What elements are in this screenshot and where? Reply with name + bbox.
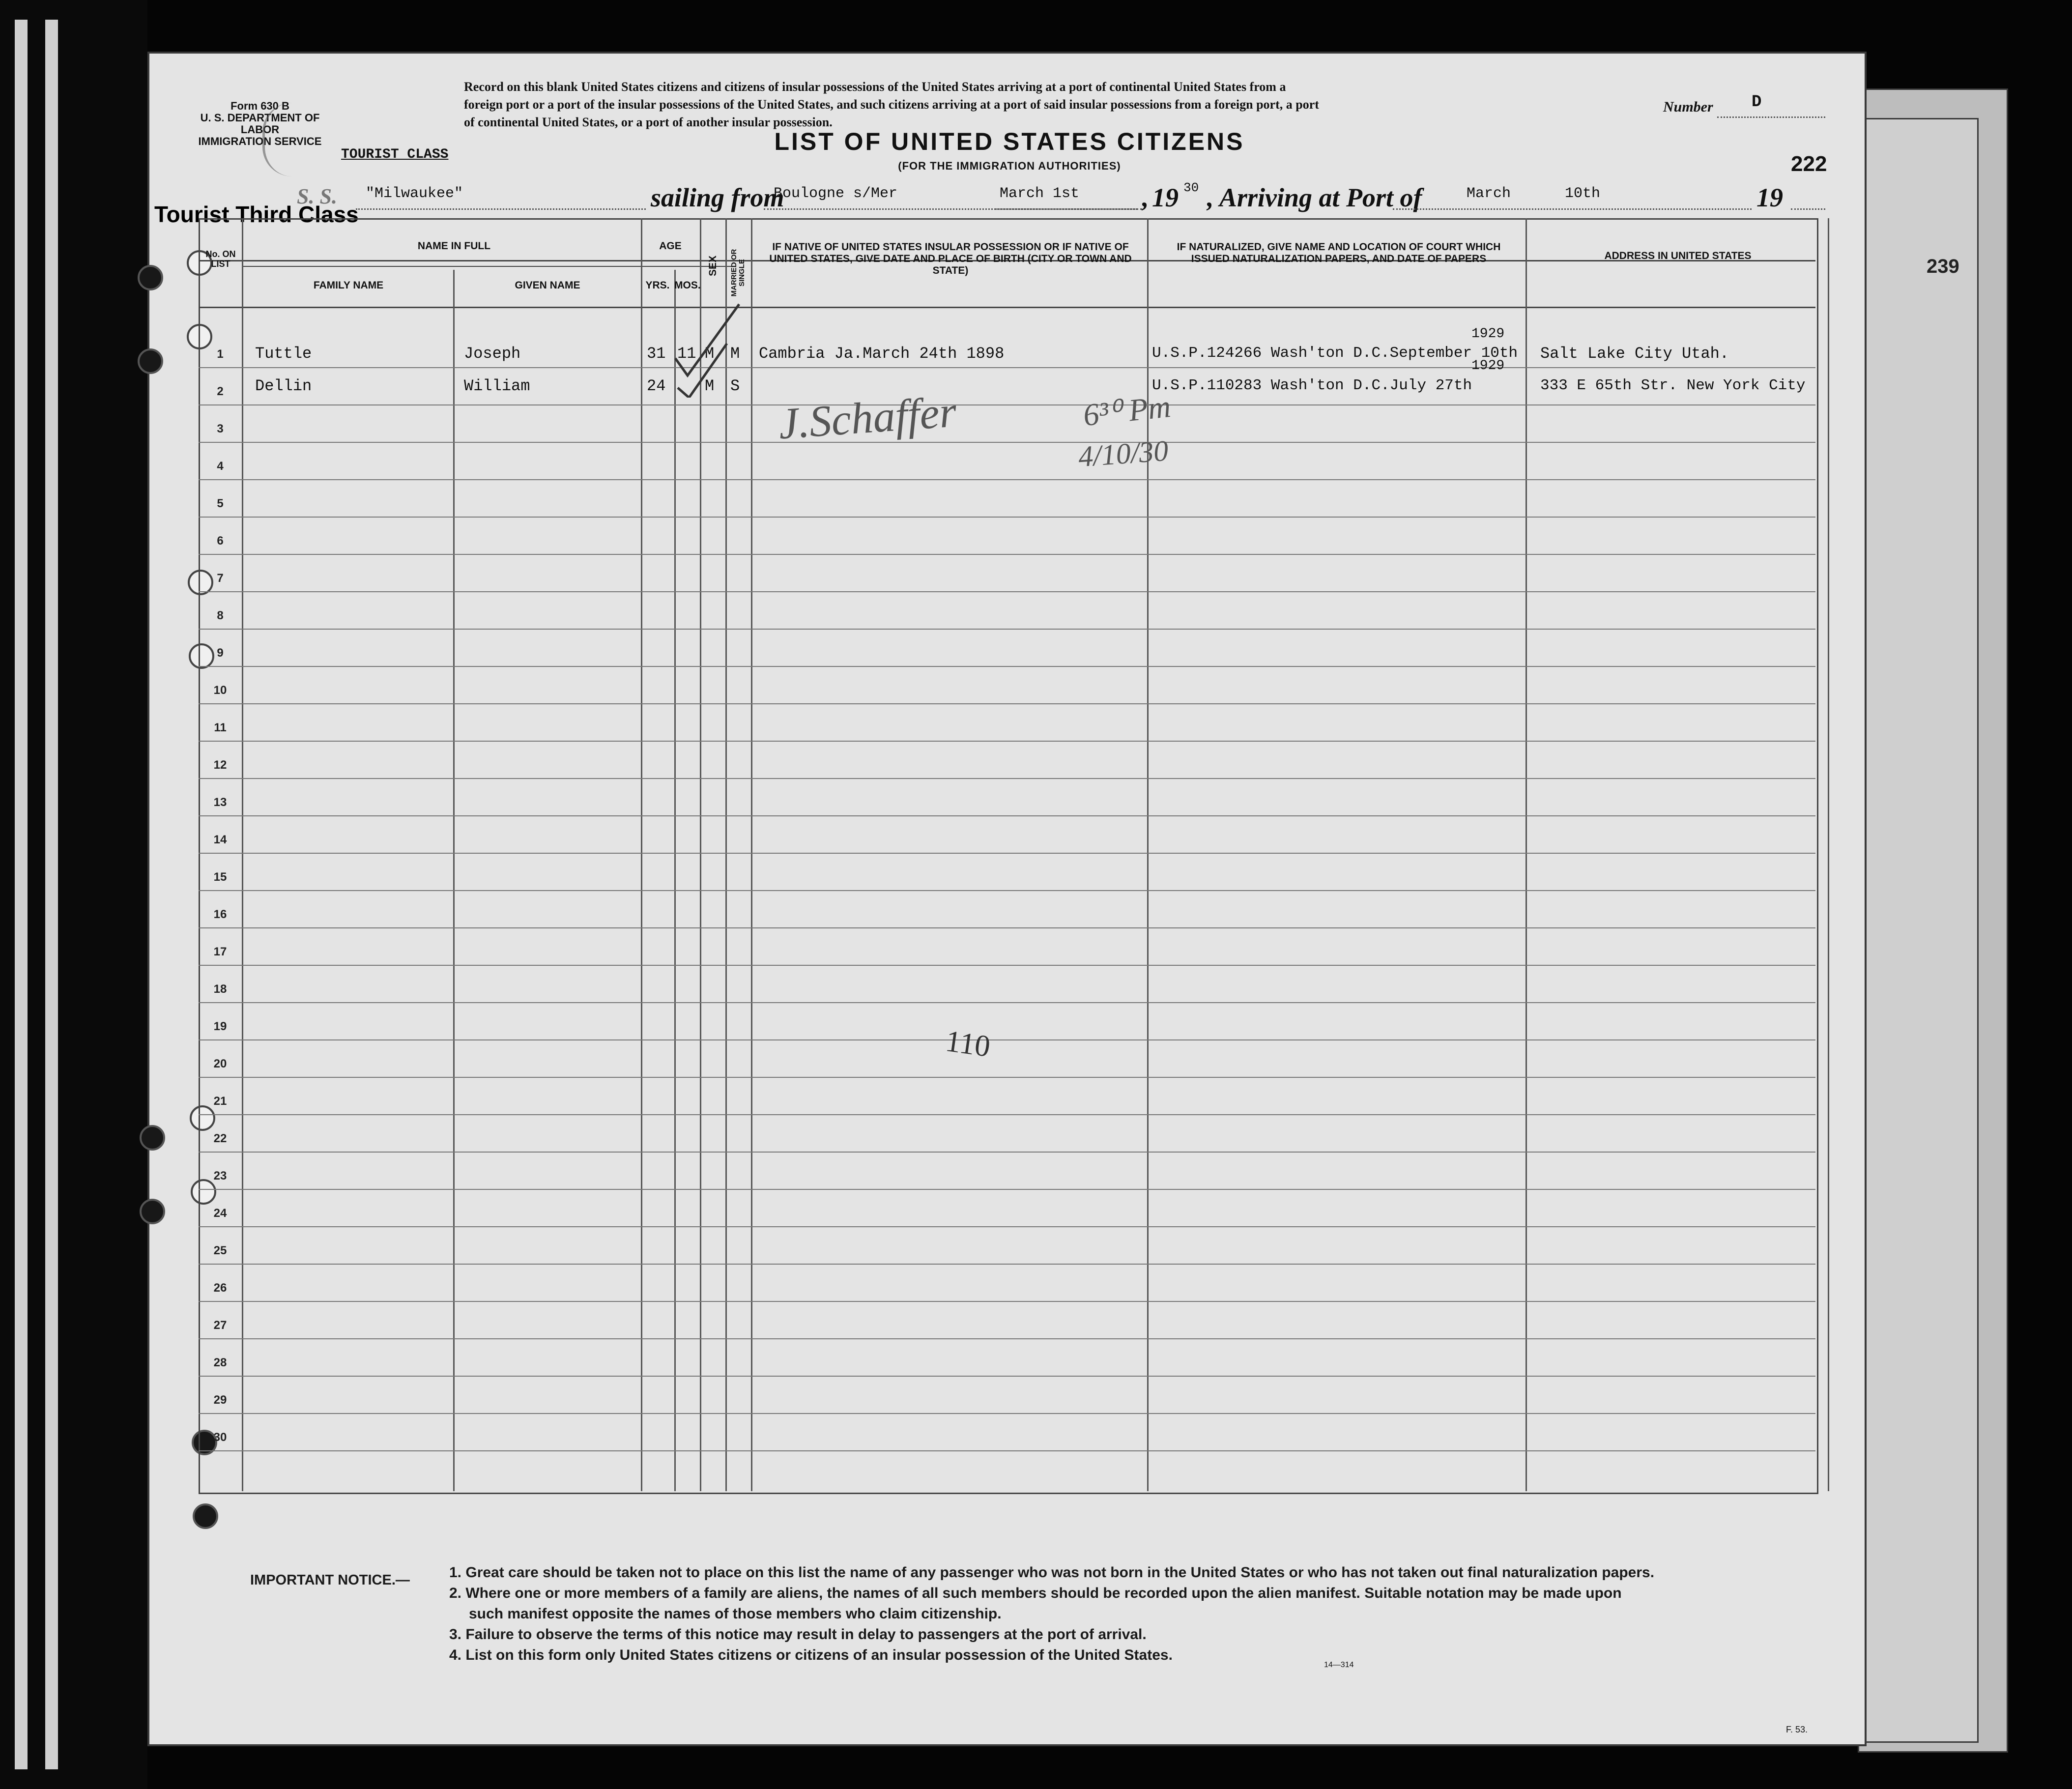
manifest-table bbox=[199, 218, 1818, 1494]
year-line bbox=[1791, 208, 1825, 210]
row-number: 11 bbox=[214, 721, 227, 734]
col-divider bbox=[1525, 218, 1527, 1491]
p1-marital: M bbox=[730, 345, 740, 363]
col-divider bbox=[453, 270, 455, 1491]
row-rule bbox=[199, 1077, 1815, 1078]
row-number: 27 bbox=[213, 1319, 227, 1332]
row-number: 12 bbox=[213, 758, 227, 772]
row-rule bbox=[199, 965, 1815, 966]
col-divider bbox=[674, 270, 676, 1491]
footer-code: F. 53. bbox=[1786, 1725, 1808, 1734]
col-married-single: MARRIED OR SINGLE bbox=[730, 249, 746, 297]
binder-spine bbox=[0, 0, 147, 1789]
year-prefix: 19 bbox=[1152, 183, 1179, 212]
age-subheader-rule bbox=[641, 266, 734, 267]
p1-naturalization-year: 1929 bbox=[1471, 326, 1505, 342]
year-prefix-2: 19 bbox=[1756, 183, 1783, 212]
p1-naturalization: U.S.P.124266 Wash'ton D.C.September 10th bbox=[1152, 345, 1518, 362]
punch-hole bbox=[140, 1125, 165, 1151]
row-number: 10 bbox=[213, 684, 227, 697]
row-number: 3 bbox=[217, 422, 224, 435]
arrival-month: March bbox=[1467, 185, 1511, 202]
ss-label: S. S. bbox=[297, 184, 337, 208]
notice-item-3: 3. Failure to observe the terms of this notice may result in delay to passengers at the port of arrival. bbox=[449, 1626, 1147, 1643]
col-divider bbox=[641, 218, 642, 1491]
row-number: 29 bbox=[213, 1393, 227, 1407]
record-line-2: foreign port or a port of the insular possessions of the United States, and such citizens arriving at a port of said insular possessions from a foreign port, a port bbox=[464, 97, 1319, 112]
checkmarks bbox=[670, 285, 759, 398]
row-rule bbox=[199, 1226, 1815, 1227]
p2-marital: S bbox=[730, 377, 740, 395]
back-page-edge bbox=[1848, 118, 1979, 1743]
row-number: 14 bbox=[213, 833, 227, 846]
col-naturalization: IF NATURALIZED, GIVE NAME AND LOCATION OF COURT WHICH ISSUED NATURALIZATION PAPERS, AND DATE OF PAPERS bbox=[1177, 241, 1501, 264]
punch-hole bbox=[193, 1503, 218, 1529]
handwritten-number: 110 bbox=[943, 1024, 993, 1064]
row-number: 28 bbox=[213, 1356, 227, 1369]
row-rule bbox=[199, 1450, 1815, 1451]
row-number: 6 bbox=[217, 534, 224, 548]
row-number: 20 bbox=[213, 1057, 227, 1070]
row-rule bbox=[199, 554, 1815, 555]
p1-given-name: Joseph bbox=[464, 345, 521, 363]
row-rule bbox=[199, 1114, 1815, 1115]
binder-strip bbox=[15, 20, 28, 1769]
arrival-line bbox=[1393, 208, 1752, 210]
col-sex: SEX bbox=[707, 255, 719, 277]
col-given-name: GIVEN NAME bbox=[515, 280, 580, 291]
row-rule bbox=[199, 479, 1815, 480]
page-subtitle: (FOR THE IMMIGRATION AUTHORITIES) bbox=[898, 160, 1121, 172]
sailing-from-label: sailing from bbox=[651, 183, 784, 212]
row-rule bbox=[199, 1301, 1815, 1302]
handwritten-time: 6³⁰ Pm bbox=[1081, 388, 1173, 433]
col-divider bbox=[725, 218, 727, 1491]
col-months: MOS. bbox=[674, 280, 701, 291]
row-rule bbox=[199, 1376, 1815, 1377]
p2-given-name: William bbox=[464, 377, 530, 395]
row-number: 22 bbox=[213, 1132, 227, 1145]
row-number: 24 bbox=[213, 1207, 227, 1220]
p1-family-name: Tuttle bbox=[255, 345, 312, 363]
notice-item-2-cont: such manifest opposite the names of those members who claim citizenship. bbox=[469, 1606, 1002, 1622]
punch-hole bbox=[140, 1199, 165, 1224]
p2-address: 333 E 65th Str. New York City bbox=[1540, 377, 1806, 394]
notice-body bbox=[449, 1562, 1855, 1666]
col-address: ADDRESS IN UNITED STATES bbox=[1604, 250, 1752, 261]
handwritten-scribble bbox=[262, 103, 344, 176]
row-rule bbox=[199, 890, 1815, 891]
row-rule bbox=[199, 1152, 1815, 1153]
arrival-day: 10th bbox=[1565, 185, 1601, 202]
handwritten-signature: J.Schaffer bbox=[777, 387, 958, 449]
sailing-from-port: Boulogne s/Mer bbox=[774, 185, 898, 202]
record-line-1: Record on this blank United States citizens and citizens of insular possessions of the United States arriving at a port of continental United States from a bbox=[464, 80, 1286, 94]
row-number: 7 bbox=[217, 572, 224, 585]
row-number: 13 bbox=[213, 796, 227, 809]
row-rule bbox=[199, 1264, 1815, 1265]
row-number: 18 bbox=[213, 982, 227, 996]
handwritten-date: 4/10/30 bbox=[1077, 434, 1170, 473]
row-number: 21 bbox=[213, 1095, 227, 1108]
col-family-name: FAMILY NAME bbox=[313, 280, 384, 291]
row-rule bbox=[199, 703, 1815, 704]
col-name-in-full: NAME IN FULL bbox=[417, 240, 491, 252]
p1-years: 31 bbox=[647, 345, 666, 363]
notice-item-1: 1. Great care should be taken not to place on this list the name of any passenger who was not born in the United States or who has not taken out final naturalization papers. bbox=[449, 1564, 1655, 1581]
row-rule bbox=[199, 927, 1815, 928]
number-line bbox=[1717, 116, 1825, 118]
ship-name: "Milwaukee" bbox=[366, 185, 463, 202]
col-divider bbox=[700, 218, 701, 1491]
row-rule bbox=[199, 666, 1815, 667]
row-rule bbox=[199, 517, 1815, 518]
manifest-page bbox=[147, 52, 1867, 1746]
form-number: Form 630 B bbox=[230, 100, 289, 112]
col-no-on-list: No. ON LIST bbox=[205, 249, 236, 269]
row-rule bbox=[199, 442, 1815, 443]
col-divider bbox=[1828, 218, 1829, 1491]
row-rule bbox=[199, 1413, 1815, 1414]
row-rule bbox=[199, 778, 1815, 779]
col-years: YRS. bbox=[645, 280, 670, 291]
row-rule bbox=[199, 853, 1815, 854]
p1-months: 11 bbox=[677, 345, 696, 363]
page-title: LIST OF UNITED STATES CITIZENS bbox=[774, 128, 1245, 155]
form-code: 14—314 bbox=[1324, 1661, 1354, 1669]
row-number: 1 bbox=[217, 347, 224, 361]
col-divider bbox=[242, 218, 243, 1491]
number-value: D bbox=[1752, 93, 1762, 112]
row-rule bbox=[199, 815, 1815, 816]
row-number: 25 bbox=[213, 1244, 227, 1257]
p1-birth: Cambria Ja.March 24th 1898 bbox=[759, 345, 1005, 363]
year-suffix: 30 bbox=[1183, 180, 1199, 195]
row-number: 23 bbox=[213, 1169, 227, 1183]
p2-family-name: Dellin bbox=[255, 377, 312, 395]
col-birth: IF NATIVE OF UNITED STATES INSULAR POSSESSION OR IF NATIVE OF UNITED STATES, GIVE DATE AND PLACE OF BIRTH (CITY OR TOWN AND STATE) bbox=[769, 241, 1132, 276]
row-number: 8 bbox=[217, 609, 224, 622]
page-number: 222 bbox=[1791, 152, 1827, 176]
notice-heading: IMPORTANT NOTICE.— bbox=[250, 1572, 410, 1588]
arriving-label: , Arriving at Port of bbox=[1207, 183, 1422, 212]
col-divider bbox=[751, 218, 752, 1491]
class-label: TOURIST CLASS bbox=[341, 147, 449, 162]
notice-item-2: 2. Where one or more members of a family are aliens, the names of all such members should be recorded upon the alien manifest. Suitable notation may be made upon bbox=[449, 1585, 1622, 1601]
row-number: 30 bbox=[213, 1431, 227, 1444]
p1-address: Salt Lake City Utah. bbox=[1540, 345, 1729, 363]
row-rule bbox=[199, 1002, 1815, 1003]
row-number: 19 bbox=[213, 1020, 227, 1033]
row-rule bbox=[199, 629, 1815, 630]
sail-date: March 1st bbox=[1000, 185, 1080, 202]
col-age: AGE bbox=[659, 240, 682, 252]
row-number: 16 bbox=[213, 908, 227, 921]
p2-naturalization-year: 1929 bbox=[1471, 358, 1505, 374]
service-name: IMMIGRATION SERVICE bbox=[198, 135, 322, 147]
side-page-number: 239 bbox=[1927, 256, 1959, 277]
p2-sex: M bbox=[705, 377, 715, 395]
p2-naturalization: U.S.P.110283 Wash'ton D.C.July 27th bbox=[1152, 377, 1472, 394]
row-rule bbox=[199, 1189, 1815, 1190]
row-rule bbox=[199, 1039, 1815, 1040]
row-number: 15 bbox=[213, 870, 227, 884]
ship-line bbox=[356, 208, 646, 210]
row-number: 5 bbox=[217, 497, 224, 510]
row-rule bbox=[199, 404, 1815, 405]
comma-mark: , bbox=[1142, 183, 1149, 212]
record-instructions bbox=[464, 78, 1727, 131]
number-label: Number bbox=[1663, 99, 1713, 115]
department-name: U. S. DEPARTMENT OF LABOR bbox=[200, 112, 320, 136]
binder-strip bbox=[45, 20, 58, 1769]
row-rule bbox=[199, 591, 1815, 592]
date-line bbox=[995, 208, 1142, 210]
row-number: 2 bbox=[217, 385, 224, 398]
p2-years: 24 bbox=[647, 377, 666, 395]
row-number: 9 bbox=[217, 646, 224, 660]
class-stamp: Tourist Third Class bbox=[154, 202, 359, 227]
header-bottom-rule bbox=[199, 307, 1815, 308]
p1-sex: M bbox=[705, 345, 715, 363]
row-rule bbox=[199, 367, 1815, 368]
row-number: 17 bbox=[213, 945, 227, 958]
row-number: 26 bbox=[213, 1281, 227, 1295]
notice-item-4: 4. List on this form only United States citizens or citizens of an insular possession of the United States. bbox=[449, 1647, 1173, 1663]
record-line-3: of continental United States, or a port of another insular possession. bbox=[464, 115, 833, 129]
row-rule bbox=[199, 741, 1815, 742]
checkmark-icon bbox=[675, 304, 739, 375]
row-rule bbox=[199, 1338, 1815, 1339]
punch-hole bbox=[138, 348, 163, 374]
punch-hole bbox=[138, 265, 163, 290]
row-number: 4 bbox=[217, 460, 224, 473]
